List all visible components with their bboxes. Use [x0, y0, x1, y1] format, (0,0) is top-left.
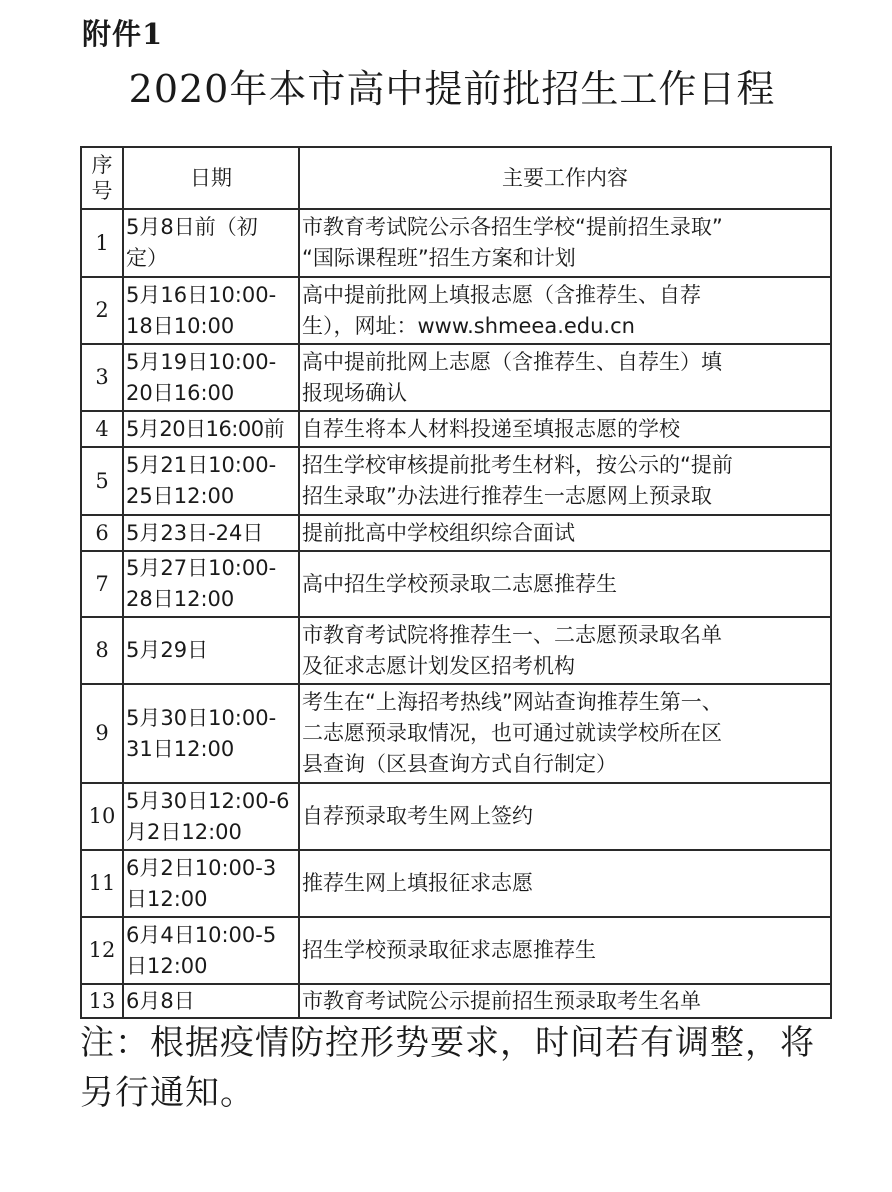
- row-content: 考生在“上海招考热线”网站查询推荐生第一、 二志愿预录取情况，也可通过就读学校所在区 县查询（区县查询方式自行制定）: [299, 684, 831, 783]
- table-row: [81, 277, 831, 344]
- table-row: [81, 783, 831, 850]
- row-content: 高中提前批网上填报志愿（含推荐生、自荐 生），网址：www.shmeea.edu.cn: [299, 277, 831, 344]
- table-row: [81, 344, 831, 411]
- row-content: 推荐生网上填报征求志愿: [299, 850, 831, 917]
- row-seq: 8: [81, 617, 123, 684]
- row-content: 市教育考试院将推荐生一、二志愿预录取名单 及征求志愿计划发区招考机构: [299, 617, 831, 684]
- table-row: [81, 551, 831, 617]
- table-row: [81, 411, 831, 447]
- row-content: 高中招生学校预录取二志愿推荐生: [299, 551, 831, 617]
- table-row: [81, 850, 831, 917]
- row-date: 5月29日: [123, 617, 299, 684]
- row-seq: 3: [81, 344, 123, 411]
- row-seq: 5: [81, 447, 123, 515]
- row-date: 5月27日10:00- 28日12:00: [123, 551, 299, 617]
- header-content: 主要工作内容: [299, 147, 831, 209]
- footnote: 注：根据疫情防控形势要求，时间若有调整，将另行通知。: [80, 1023, 815, 1113]
- row-date: 5月16日10:00- 18日10:00: [123, 277, 299, 344]
- table-row: [81, 515, 831, 551]
- row-date: 5月8日前（初 定）: [123, 209, 299, 277]
- attachment-label: 附件1: [82, 17, 164, 51]
- row-date: 5月19日10:00- 20日16:00: [123, 344, 299, 411]
- row-seq: 4: [81, 411, 123, 447]
- row-content: 招生学校审核提前批考生材料，按公示的“提前 招生录取”办法进行推荐生一志愿网上预录取: [299, 447, 831, 515]
- table-row: [81, 617, 831, 684]
- row-date: 5月20日16:00前: [123, 411, 299, 447]
- row-date: 5月30日12:00-6 月2日12:00: [123, 783, 299, 850]
- table-row: [81, 917, 831, 984]
- row-date: 5月23日-24日: [123, 515, 299, 551]
- table-row: [81, 684, 831, 783]
- row-seq: 10: [81, 783, 123, 850]
- table-row: [81, 447, 831, 515]
- row-content: 高中提前批网上志愿（含推荐生、自荐生）填 报现场确认: [299, 344, 831, 411]
- header-seq: 序 号: [81, 147, 123, 209]
- row-date: 5月30日10:00- 31日12:00: [123, 684, 299, 783]
- row-seq: 9: [81, 684, 123, 783]
- page-title: 2020年本市高中提前批招生工作日程: [128, 67, 776, 111]
- row-seq: 1: [81, 209, 123, 277]
- row-seq: 7: [81, 551, 123, 617]
- table-row: [81, 209, 831, 277]
- row-content: 自荐生将本人材料投递至填报志愿的学校: [299, 411, 831, 447]
- row-date: 6月8日: [123, 984, 299, 1018]
- row-content: 自荐预录取考生网上签约: [299, 783, 831, 850]
- row-content: 市教育考试院公示提前招生预录取考生名单: [299, 984, 831, 1018]
- row-content: 招生学校预录取征求志愿推荐生: [299, 917, 831, 984]
- row-seq: 13: [81, 984, 123, 1018]
- row-seq: 11: [81, 850, 123, 917]
- table-header-row: [81, 147, 831, 209]
- row-seq: 12: [81, 917, 123, 984]
- row-content: 市教育考试院公示各招生学校“提前招生录取” “国际课程班”招生方案和计划: [299, 209, 831, 277]
- table-row: [81, 984, 831, 1018]
- row-content: 提前批高中学校组织综合面试: [299, 515, 831, 551]
- row-seq: 2: [81, 277, 123, 344]
- header-date: 日期: [123, 147, 299, 209]
- row-date: 6月2日10:00-3 日12:00: [123, 850, 299, 917]
- row-date: 5月21日10:00- 25日12:00: [123, 447, 299, 515]
- row-date: 6月4日10:00-5 日12:00: [123, 917, 299, 984]
- schedule-table: [80, 146, 832, 1019]
- row-seq: 6: [81, 515, 123, 551]
